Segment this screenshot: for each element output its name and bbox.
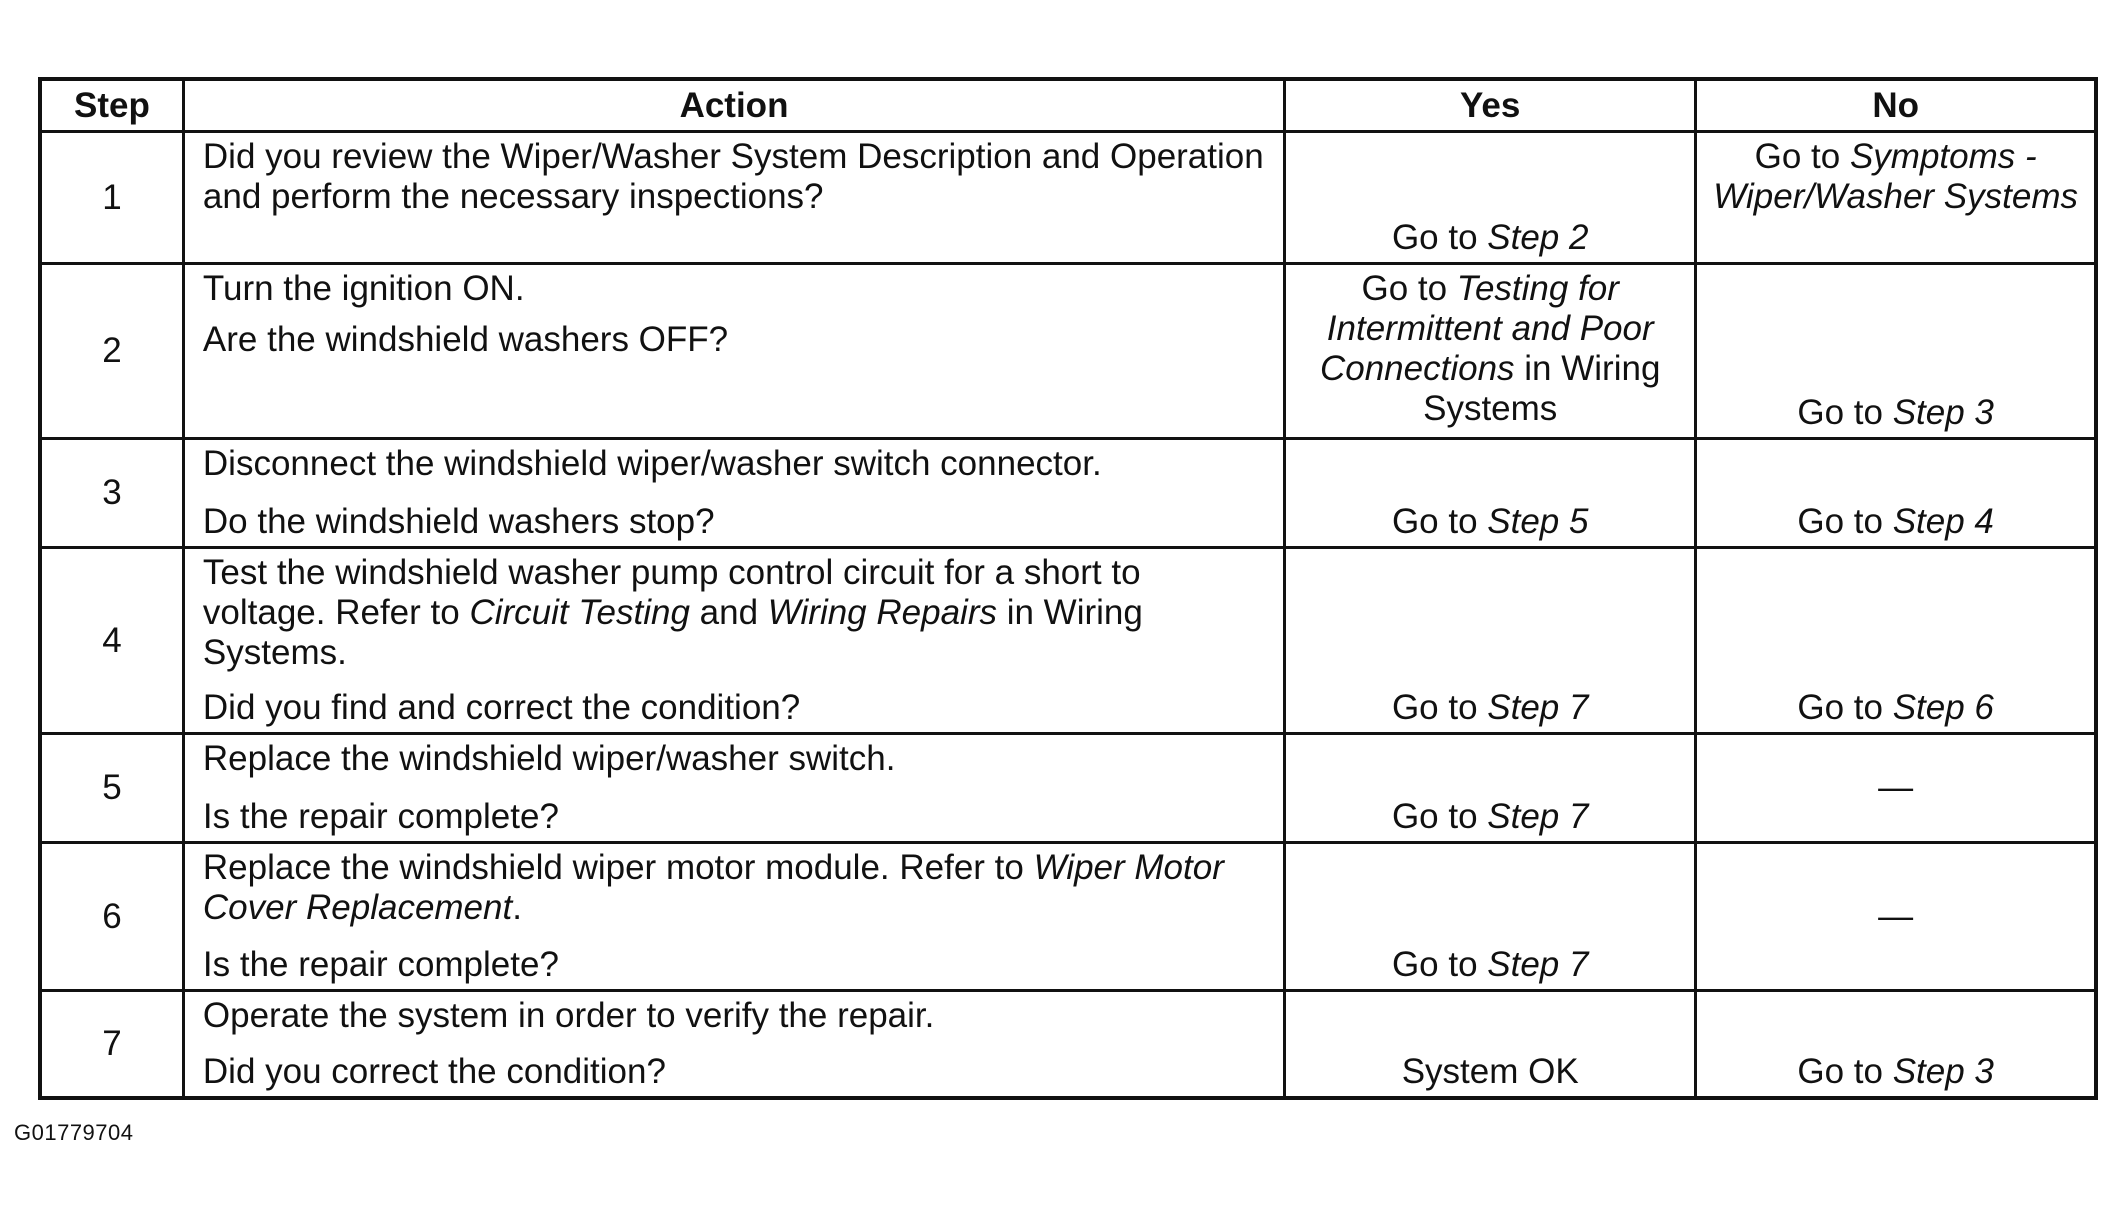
action-cell [183, 548, 1284, 734]
action-cell [183, 734, 1284, 843]
action-question [203, 502, 1271, 542]
reference-text: Wiper Motor Cover Replacement [202, 848, 1224, 927]
action-question [203, 320, 1271, 360]
text-run: Go to [1797, 502, 1893, 541]
reference-text: Wiring Repairs [767, 593, 997, 632]
table-row [40, 439, 2096, 548]
no-result [1696, 843, 2096, 991]
table-row [40, 548, 2096, 734]
text-run: Did you review the Wiper/Washer System Description and Operation and perform the necessary inspections? [202, 137, 1264, 216]
text-run: Go to [1391, 945, 1488, 984]
no-result-text [1707, 897, 2084, 937]
text-run: Go to [1797, 1052, 1893, 1091]
yes-result [1285, 132, 1696, 264]
diagnostic-table [38, 77, 2098, 1100]
yes-result [1285, 548, 1696, 734]
reference-text: Step 3 [1892, 1052, 1994, 1091]
no-result [1696, 264, 2096, 439]
yes-result-text [1296, 269, 1684, 429]
step-number: 4 [40, 548, 183, 734]
text-run: Go to [1391, 688, 1488, 727]
text-run: Operate the system in order to verify the repair. [202, 996, 935, 1035]
figure-id: G01779704 [14, 1120, 134, 1145]
action-cell [183, 991, 1284, 1099]
text-run: Did you correct the condition? [202, 1052, 666, 1091]
reference-text: Step 7 [1487, 797, 1589, 836]
action-cell [183, 132, 1284, 264]
text-run: — [1878, 896, 1914, 936]
action-question [203, 1052, 1271, 1092]
header-no: No [1696, 79, 2096, 132]
text-run: Turn the ignition ON. [202, 269, 525, 308]
yes-result-text [1296, 945, 1684, 985]
reference-text: Testing for Intermittent and Poor Connections [1319, 269, 1654, 388]
header-step: Step [40, 79, 183, 132]
reference-text: Step 7 [1487, 945, 1589, 984]
action-cell [183, 843, 1284, 991]
text-run: . [512, 888, 522, 927]
no-result-text [1707, 768, 2084, 808]
action-question [203, 945, 1271, 985]
step-number: 6 [40, 843, 183, 991]
action-instruction [203, 739, 1271, 779]
action-instruction [203, 996, 1271, 1036]
action-instruction [203, 137, 1271, 217]
text-run: Replace the windshield wiper/washer switch. [202, 739, 896, 778]
yes-result-text [1296, 218, 1684, 258]
yes-result [1285, 843, 1696, 991]
yes-result-text [1296, 502, 1684, 542]
text-run: Do the windshield washers stop? [202, 502, 715, 541]
text-run: Test the windshield washer pump control circuit for a short to voltage. Refer to [202, 553, 1141, 632]
reference-text: Step 6 [1892, 688, 1994, 727]
action-cell [183, 264, 1284, 439]
action-instruction [203, 553, 1271, 673]
text-run: Disconnect the windshield wiper/washer switch connector. [202, 444, 1102, 483]
reference-text: Circuit Testing [469, 593, 690, 632]
text-run: Go to [1797, 393, 1893, 432]
action-cell [183, 439, 1284, 548]
step-number: 3 [40, 439, 183, 548]
yes-result-text [1296, 797, 1684, 837]
no-result [1696, 439, 2096, 548]
table-row [40, 734, 2096, 843]
text-run: Go to [1797, 688, 1893, 727]
text-run: and [689, 593, 768, 632]
text-run: Is the repair complete? [202, 945, 559, 984]
table-body [40, 132, 2096, 1099]
action-question [203, 688, 1271, 728]
header-action: Action [183, 79, 1284, 132]
text-run: Is the repair complete? [202, 797, 559, 836]
reference-text: Symptoms - Wiper/Washer Systems [1713, 137, 2078, 216]
text-run: in Wiring Systems [1423, 349, 1661, 428]
no-result [1696, 548, 2096, 734]
table-row [40, 991, 2096, 1099]
text-run: System OK [1401, 1052, 1579, 1091]
no-result-text [1707, 393, 2084, 433]
text-run: Did you find and correct the condition? [202, 688, 801, 727]
header-row [40, 79, 2096, 132]
step-number: 7 [40, 991, 183, 1099]
table-row [40, 843, 2096, 991]
text-run: Go to [1391, 218, 1488, 257]
no-result-text [1707, 1052, 2084, 1092]
no-result-text [1707, 502, 2084, 542]
reference-text: Step 5 [1487, 502, 1589, 541]
action-instruction [203, 848, 1271, 928]
text-run: Replace the windshield wiper motor module. Refer to [202, 848, 1034, 887]
yes-result [1285, 264, 1696, 439]
table-row [40, 264, 2096, 439]
no-result-text [1707, 137, 2084, 217]
text-run: Go to [1391, 797, 1488, 836]
table-row [40, 132, 2096, 264]
yes-result [1285, 734, 1696, 843]
no-result [1696, 734, 2096, 843]
action-instruction [203, 444, 1271, 484]
step-number: 1 [40, 132, 183, 264]
text-run: Go to [1754, 137, 1850, 176]
step-number: 2 [40, 264, 183, 439]
reference-text: Step 7 [1487, 688, 1589, 727]
reference-text: Step 4 [1892, 502, 1994, 541]
text-run: Go to [1361, 269, 1457, 308]
text-run: — [1878, 768, 1914, 807]
step-number: 5 [40, 734, 183, 843]
action-question [203, 797, 1271, 837]
no-result [1696, 132, 2096, 264]
text-run: Go to [1391, 502, 1488, 541]
text-run: Are the windshield washers OFF? [202, 320, 729, 359]
no-result [1696, 991, 2096, 1099]
reference-text: Step 2 [1487, 218, 1589, 257]
text-run: in Wiring Systems. [202, 593, 1143, 672]
reference-text: Step 3 [1892, 393, 1994, 432]
yes-result [1285, 439, 1696, 548]
yes-result [1285, 991, 1696, 1099]
header-yes: Yes [1285, 79, 1696, 132]
yes-result-text [1296, 1052, 1684, 1092]
action-instruction [203, 269, 1271, 309]
yes-result-text [1296, 688, 1684, 728]
no-result-text [1707, 688, 2084, 728]
